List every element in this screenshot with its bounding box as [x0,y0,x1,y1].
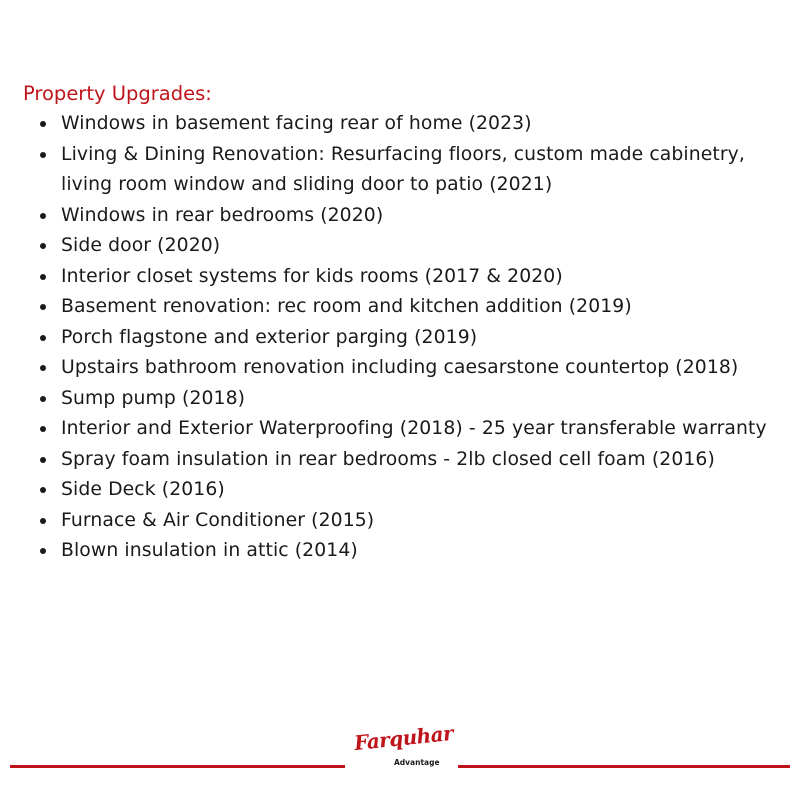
logo-subtext: Advantage [394,758,440,767]
list-item: Living & Dining Renovation: Resurfacing floors, custom made cabinetry, living room window and sliding door to patio (2021) [37,140,783,201]
upgrades-section [23,80,783,567]
list-item: Sump pump (2018) [37,384,783,415]
list-item: Windows in rear bedrooms (2020) [37,201,783,232]
list-item: Blown insulation in attic (2014) [37,536,783,567]
list-item: Spray foam insulation in rear bedrooms - 2lb closed cell foam (2016) [37,445,783,476]
list-item: Side door (2020) [37,231,783,262]
brand-logo [350,720,455,786]
footer [0,722,800,792]
footer-divider-right [458,765,790,768]
list-item: Basement renovation: rec room and kitchen addition (2019) [37,292,783,323]
logo-script-text: Farquhar [353,720,455,756]
section-heading: Property Upgrades: [23,82,212,105]
list-item: Porch flagstone and exterior parging (2019) [37,323,783,354]
list-item: Windows in basement facing rear of home (2023) [37,109,783,140]
list-item: Side Deck (2016) [37,475,783,506]
list-item: Interior closet systems for kids rooms (2017 & 2020) [37,262,783,293]
list-item: Interior and Exterior Waterproofing (2018) - 25 year transferable warranty [37,414,783,445]
list-item: Upstairs bathroom renovation including caesarstone countertop (2018) [37,353,783,384]
upgrades-list [23,109,783,567]
footer-divider-left [10,765,345,768]
list-item: Furnace & Air Conditioner (2015) [37,506,783,537]
